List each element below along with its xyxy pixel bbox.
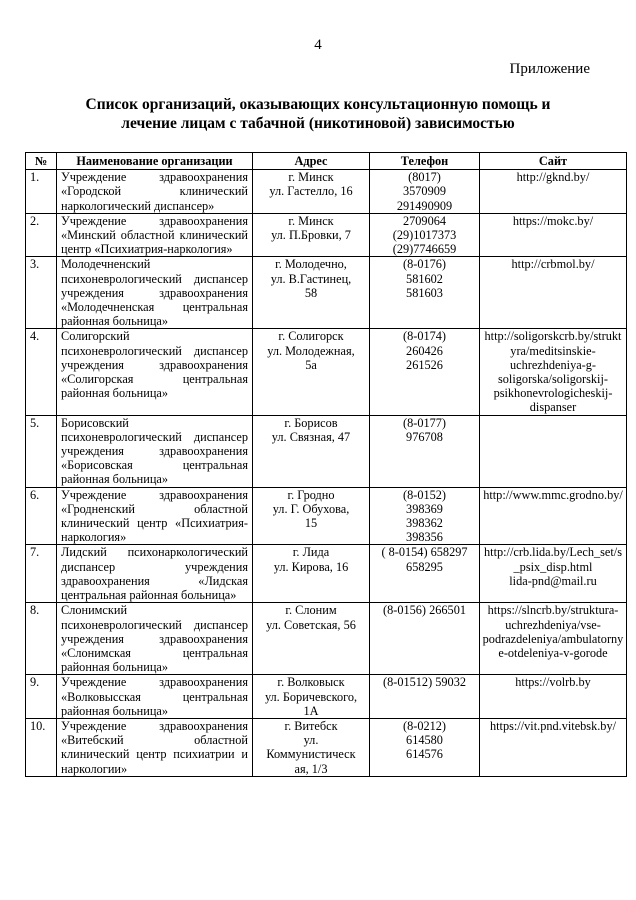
phone-line: ( 8-0154) 658297 xyxy=(381,545,468,560)
organization-name: Молодечненский психоневрологический диспансер учреждения здравоохранения «Молодечненская центральная районная больница» xyxy=(57,257,253,329)
phone-line: (8-0176) xyxy=(402,257,447,272)
organization-address xyxy=(253,487,370,545)
appendix-label: Приложение xyxy=(509,61,590,77)
address-line: ул. Связная, 47 xyxy=(271,429,351,444)
page-number: 4 xyxy=(314,37,322,53)
organization-phone xyxy=(370,675,480,719)
organization-name: Борисовский психоневрологический диспансер учреждения здравоохранения «Борисовская центральная районная больница» xyxy=(57,415,253,487)
phone-line: 581602 xyxy=(406,271,443,286)
header-phone: Телефон xyxy=(370,153,480,170)
table-header-row xyxy=(26,153,627,170)
site-link[interactable]: dispanser xyxy=(529,400,577,415)
table-row xyxy=(26,415,627,487)
address-line: 15 xyxy=(304,516,318,531)
site-link[interactable]: http://www.mmc.grodno.by/ xyxy=(483,487,623,502)
row-number: 7. xyxy=(26,545,57,603)
address-line: ул. Гастелло, 16 xyxy=(269,184,353,199)
header-site: Сайт xyxy=(480,153,627,170)
organization-name: Учреждение здравоохранения «Минский областной клинический центр «Психиатрия-наркология» xyxy=(57,213,253,257)
phone-line: 398369 xyxy=(406,501,443,516)
site-link[interactable]: http://soligorskcrb.by/strukt xyxy=(484,329,622,344)
header-num: № xyxy=(26,153,57,170)
phone-line: (8-0152) xyxy=(402,487,447,502)
organization-address xyxy=(253,718,370,776)
organization-phone xyxy=(370,415,480,487)
title-line-2: лечение лицам с табачной (никотиновой) зависимостью xyxy=(121,115,515,132)
organization-site xyxy=(480,603,627,675)
organization-address xyxy=(253,675,370,719)
address-line: ул. Советская, 56 xyxy=(266,617,356,632)
organization-name: Учреждение здравоохранения «Волковысская центральная районная больница» xyxy=(57,675,253,719)
table-row xyxy=(26,675,627,719)
site-link[interactable]: lida-pnd@mail.ru xyxy=(509,573,597,588)
phone-line: 658295 xyxy=(406,559,443,574)
address-line: ул. xyxy=(303,733,319,748)
address-line: г. Солигорск xyxy=(278,329,344,344)
address-line: г. Минск xyxy=(288,170,334,185)
phone-line: 3570909 xyxy=(402,184,447,199)
organization-phone xyxy=(370,545,480,603)
address-line: ул. Кирова, 16 xyxy=(273,559,349,574)
row-number: 3. xyxy=(26,257,57,329)
row-number: 10. xyxy=(26,718,57,776)
phone-line: (8-0177) xyxy=(402,415,447,430)
site-link[interactable]: psikhonevrologicheskij- xyxy=(493,386,613,401)
organization-address xyxy=(253,329,370,415)
organization-phone xyxy=(370,603,480,675)
site-link[interactable]: uchrezhdeniya/vse- xyxy=(505,617,601,632)
organization-name: Лидский психонаркологический диспансер учреждения здравоохранения «Лидская центральная районная больница» xyxy=(57,545,253,603)
organization-phone xyxy=(370,257,480,329)
phone-line: 398356 xyxy=(406,530,443,545)
row-number: 2. xyxy=(26,213,57,257)
address-line: г. Волковыск xyxy=(277,675,345,690)
table-row xyxy=(26,257,627,329)
phone-line: 2709064 xyxy=(402,213,447,228)
row-number: 1. xyxy=(26,170,57,214)
phone-line: (8017) xyxy=(408,170,441,185)
site-link[interactable]: https://mokc.by/ xyxy=(512,213,594,228)
address-line: ая, 1/3 xyxy=(294,761,328,776)
address-line: г. Гродно xyxy=(287,487,335,502)
organization-phone xyxy=(370,718,480,776)
address-line: Коммунистическ xyxy=(266,747,356,762)
organization-site xyxy=(480,675,627,719)
organization-name: Учреждение здравоохранения «Гродненский областной клинический центр «Психиатрия-наркология» xyxy=(57,487,253,545)
table-row xyxy=(26,170,627,214)
phone-line: (8-0212) xyxy=(402,718,447,733)
site-link[interactable]: http://crbmol.by/ xyxy=(511,257,595,272)
address-line: ул. Г. Обухова, xyxy=(272,501,350,516)
site-link[interactable]: soligorska/soligorskij- xyxy=(498,372,608,387)
address-line: г. Витебск xyxy=(284,718,338,733)
organization-site xyxy=(480,170,627,214)
organization-phone xyxy=(370,487,480,545)
row-number: 6. xyxy=(26,487,57,545)
organization-site xyxy=(480,257,627,329)
phone-line: 261526 xyxy=(406,357,443,372)
organization-name: Солигорский психоневрологический диспансер учреждения здравоохранения «Солигорская центральная районная больница» xyxy=(57,329,253,415)
organization-phone xyxy=(370,329,480,415)
title-line-1: Список организаций, оказывающих консультационную помощь и xyxy=(85,96,551,113)
address-line: ул. В.Гастинец, xyxy=(270,271,352,286)
table-row xyxy=(26,487,627,545)
row-number: 4. xyxy=(26,329,57,415)
phone-line: (8-01512) 59032 xyxy=(383,675,466,690)
organization-site xyxy=(480,415,627,487)
organization-phone xyxy=(370,213,480,257)
table-row xyxy=(26,545,627,603)
organization-address xyxy=(253,603,370,675)
site-link[interactable]: yra/meditsinskie- xyxy=(510,343,596,358)
address-line: г. Слоним xyxy=(285,603,337,618)
site-link[interactable]: podrazdeleniya/ambulatorny xyxy=(482,631,624,646)
organization-site xyxy=(480,213,627,257)
site-link[interactable]: https://slncrb.by/struktura- xyxy=(487,603,619,618)
phone-line: 976708 xyxy=(406,429,443,444)
organization-address xyxy=(253,545,370,603)
row-number: 5. xyxy=(26,415,57,487)
table-row xyxy=(26,603,627,675)
site-link[interactable]: e-otdeleniya-v-gorode xyxy=(498,645,608,660)
document-title xyxy=(40,95,596,133)
phone-line: 614580 xyxy=(406,733,443,748)
table-body xyxy=(26,170,627,777)
address-line: г. Борисов xyxy=(284,415,338,430)
organization-site xyxy=(480,329,627,415)
header-address: Адрес xyxy=(253,153,370,170)
site-link[interactable]: https://volrb.by xyxy=(515,675,591,690)
site-link[interactable]: _psix_disp.html xyxy=(513,559,593,574)
organization-address xyxy=(253,257,370,329)
address-line: ул. П.Бровки, 7 xyxy=(271,228,351,243)
phone-line: (29)1017373 xyxy=(392,228,457,243)
organization-address xyxy=(253,213,370,257)
organization-address xyxy=(253,415,370,487)
address-line: ул. Боричевского, xyxy=(264,689,358,704)
table-row xyxy=(26,213,627,257)
site-link[interactable]: https://vit.pnd.vitebsk.by/ xyxy=(489,718,617,733)
organization-site xyxy=(480,545,627,603)
phone-line: 581603 xyxy=(406,285,443,300)
address-line: 1А xyxy=(303,703,319,718)
address-line: г. Минск xyxy=(288,213,334,228)
organization-name: Слонимский психоневрологический диспансер учреждения здравоохранения «Слонимская центральная районная больница» xyxy=(57,603,253,675)
phone-line: (8-0156) 266501 xyxy=(383,603,466,618)
table-row xyxy=(26,329,627,415)
address-line: 5а xyxy=(305,357,317,372)
phone-line: 398362 xyxy=(406,516,443,531)
phone-line: 614576 xyxy=(406,747,443,762)
table-row xyxy=(26,718,627,776)
phone-line: (29)7746659 xyxy=(392,242,457,257)
phone-line: 291490909 xyxy=(396,198,453,213)
header-name: Наименование организации xyxy=(57,153,253,170)
organization-address xyxy=(253,170,370,214)
row-number: 9. xyxy=(26,675,57,719)
address-line: ул. Молодежная, xyxy=(267,343,355,358)
organization-name: Учреждение здравоохранения «Городской клинический наркологический диспансер» xyxy=(57,170,253,214)
site-link[interactable]: http://gknd.by/ xyxy=(516,170,590,185)
phone-line: (8-0174) xyxy=(402,329,447,344)
row-number: 8. xyxy=(26,603,57,675)
organization-site xyxy=(480,718,627,776)
phone-line: 260426 xyxy=(406,343,443,358)
organizations-table xyxy=(25,152,627,777)
site-link[interactable]: http://crb.lida.by/Lech_set/s xyxy=(484,545,622,560)
address-line: г. Лида xyxy=(292,545,330,560)
organization-phone xyxy=(370,170,480,214)
site-link[interactable]: uchrezhdeniya-g- xyxy=(509,357,597,372)
organization-name: Учреждение здравоохранения «Витебский областной клинический центр психиатрии и наркологии» xyxy=(57,718,253,776)
address-line: г. Молодечно, xyxy=(275,257,347,272)
organization-site xyxy=(480,487,627,545)
address-line: 58 xyxy=(304,285,318,300)
